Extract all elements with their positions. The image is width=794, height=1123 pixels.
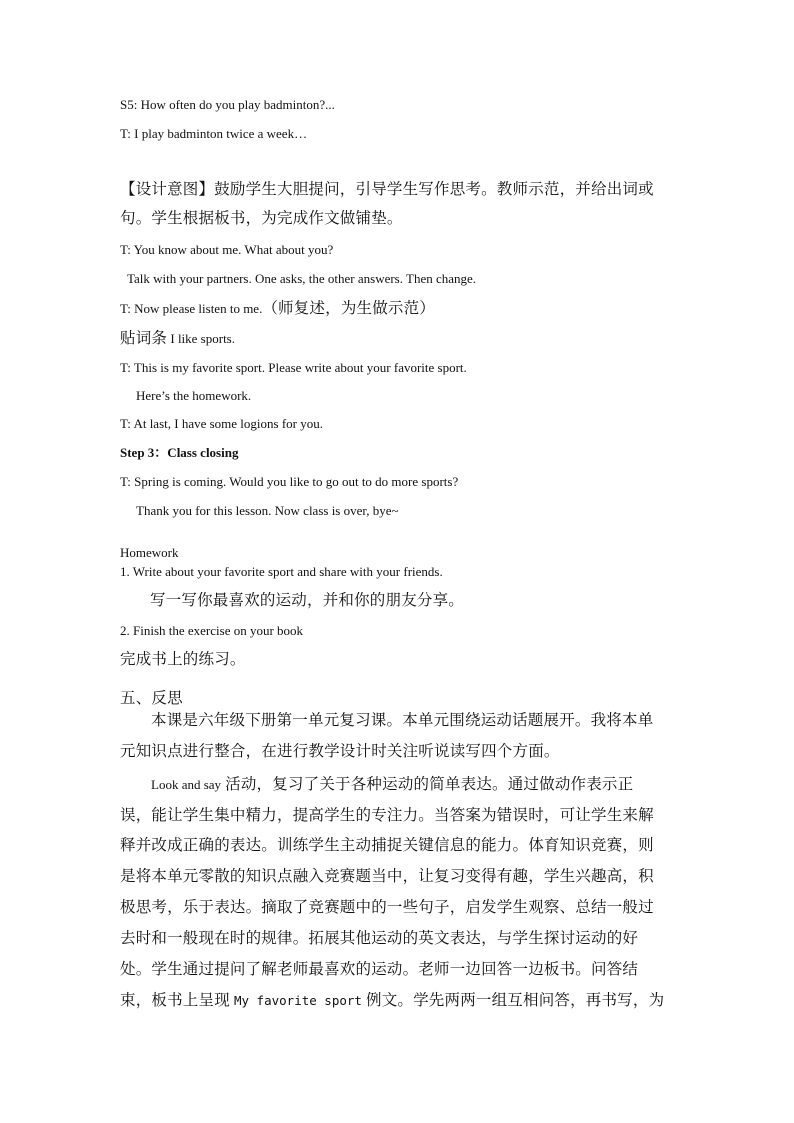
reflection-paragraph-line: 本课是六年级下册第一单元复习课。本单元围绕运动话题展开。我将本单: [151, 712, 654, 729]
design-intent-line: 句。学生根据板书，为完成作文做铺垫。: [120, 210, 403, 227]
design-intent-line: 【设计意图】鼓励学生大胆提问，引导学生写作思考。教师示范，并给出词或: [120, 181, 654, 198]
reflection-paragraph-line: 极思考，乐于表达。摘取了竞赛题中的一些句子，启发学生观察、总结一般过: [120, 899, 654, 916]
chinese-text: 束，板书上呈现: [120, 992, 234, 1009]
step-heading: Step 3：Class closing: [120, 445, 239, 460]
reflection-paragraph-line: 误，能让学生集中精力，提高学生的专注力。当答案为错误时，可让学生来解: [120, 807, 654, 824]
word-strip-text: I like sports.: [167, 331, 235, 346]
dialogue-line: T: Spring is coming. Would you like to go out to do more sports?: [120, 474, 459, 489]
word-strip-line: [120, 328, 235, 350]
dialogue-line: Here’s the homework.: [136, 388, 252, 403]
reflection-paragraph-line: 去时和一般现在时的规律。拓展其他运动的英文表达，与学生探讨运动的好: [120, 930, 639, 947]
reflection-paragraph-line: 元知识点进行整合，在进行教学设计时关注听说读写四个方面。: [120, 743, 560, 760]
reflection-paragraph-line: 处。学生通过提问了解老师最喜欢的运动。老师一边回答一边板书。问答结: [120, 961, 639, 978]
chinese-label: 贴词条: [120, 330, 168, 347]
dialogue-line: T: I play badminton twice a week…: [120, 126, 308, 141]
dialogue-line: T: You know about me. What about you?: [120, 242, 334, 257]
homework-item: 1. Write about your favorite sport and share with your friends.: [120, 564, 443, 579]
dialogue-line: Thank you for this lesson. Now class is over, bye~: [136, 503, 399, 518]
english-term: Look and say: [151, 777, 222, 792]
homework-item-cn: 写一写你最喜欢的运动，并和你的朋友分享。: [150, 592, 465, 609]
chinese-note: （师复述，为生做示范）: [262, 300, 436, 317]
chinese-text: 例文。学先两两一组互相问答，再书写，为: [361, 992, 665, 1009]
reflection-paragraph-line: [120, 990, 664, 1012]
dialogue-line: T: At last, I have some logions for you.: [120, 416, 323, 431]
dialogue-line: [120, 298, 435, 320]
homework-item-cn: 完成书上的练习。: [120, 651, 246, 668]
dialogue-text: T: Now please listen to me.: [120, 301, 263, 316]
dialogue-line: T: This is my favorite sport. Please write about your favorite sport.: [120, 360, 467, 375]
dialogue-line: S5: How often do you play badminton?...: [120, 97, 335, 112]
reflection-paragraph-line: 释并改成正确的表达。训练学生主动捕捉关键信息的能力。体育知识竞赛，则: [120, 837, 654, 854]
reflection-paragraph-line: [151, 774, 633, 796]
section-heading: 五、反思: [120, 690, 183, 707]
dialogue-line: Talk with your partners. One asks, the other answers. Then change.: [127, 271, 477, 286]
english-term: My favorite sport: [233, 993, 362, 1008]
homework-heading: Homework: [120, 545, 179, 560]
reflection-paragraph-line: 是将本单元零散的知识点融入竞赛题当中，让复习变得有趣，学生兴趣高，积: [120, 868, 654, 885]
chinese-text: 活动，复习了关于各种运动的简单表达。通过做动作表示正: [221, 776, 634, 793]
homework-item: 2. Finish the exercise on your book: [120, 623, 304, 638]
